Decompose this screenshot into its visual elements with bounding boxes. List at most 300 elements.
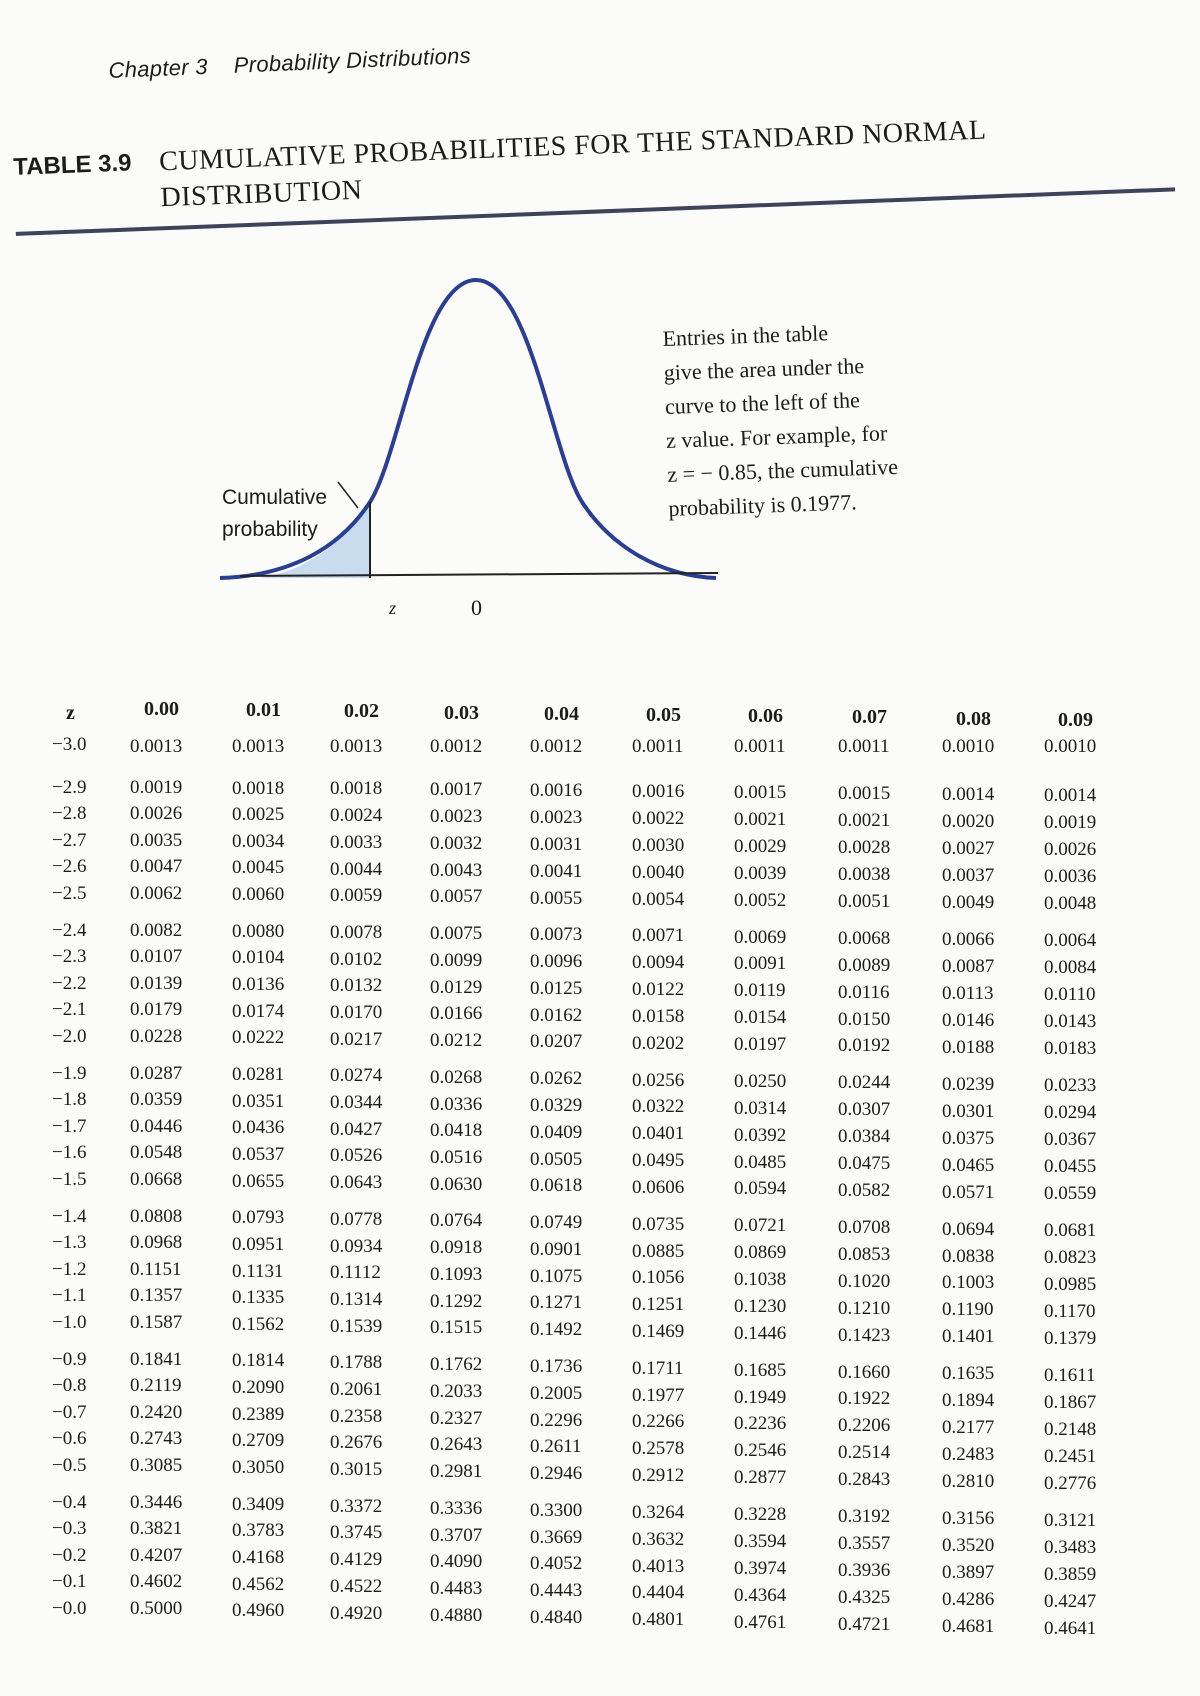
column-header: 0.00 — [144, 698, 179, 720]
z-value: −2.0 — [52, 1026, 87, 1047]
probability-cell: 0.3409 — [232, 1493, 285, 1515]
probability-cell: 0.0256 — [632, 1069, 685, 1091]
probability-cell: 0.0034 — [232, 830, 285, 852]
probability-cell: 0.0015 — [838, 783, 891, 805]
probability-cell: 0.0409 — [530, 1121, 583, 1143]
probability-cell: 0.0505 — [530, 1148, 583, 1170]
z-value: −1.6 — [52, 1142, 87, 1164]
probability-cell: 0.3821 — [130, 1518, 183, 1540]
probability-cell: 0.0028 — [838, 837, 891, 859]
z-value: −2.6 — [52, 856, 87, 878]
probability-cell: 0.3897 — [942, 1562, 995, 1584]
probability-cell: 0.0427 — [330, 1118, 383, 1140]
probability-cell: 0.0212 — [430, 1030, 483, 1052]
probability-cell: 0.0694 — [942, 1218, 995, 1240]
probability-cell: 0.2776 — [1044, 1473, 1097, 1495]
probability-cell: 0.0068 — [838, 927, 891, 949]
probability-cell: 0.3228 — [734, 1504, 787, 1526]
z-value: −2.8 — [52, 803, 87, 825]
probability-cell: 0.0344 — [330, 1092, 383, 1114]
probability-cell: 0.0446 — [130, 1115, 183, 1137]
probability-cell: 0.2810 — [942, 1471, 995, 1493]
probability-cell: 0.0039 — [734, 862, 787, 884]
probability-cell: 0.0021 — [734, 809, 787, 831]
probability-cell: 0.0026 — [1044, 839, 1097, 861]
probability-cell: 0.0764 — [430, 1210, 483, 1232]
probability-cell: 0.1003 — [942, 1272, 995, 1294]
z-value: −1.0 — [52, 1312, 87, 1333]
probability-cell: 0.3707 — [430, 1524, 483, 1546]
probability-cell: 0.1685 — [734, 1359, 787, 1381]
probability-cell: 0.0668 — [130, 1169, 183, 1190]
probability-cell: 0.2578 — [632, 1438, 685, 1460]
probability-cell: 0.0059 — [330, 885, 383, 907]
column-header: 0.09 — [1058, 708, 1093, 731]
probability-cell: 0.0192 — [838, 1035, 891, 1057]
probability-cell: 0.0143 — [1044, 1011, 1097, 1033]
probability-cell: 0.3483 — [1044, 1537, 1097, 1559]
probability-cell: 0.0069 — [734, 926, 787, 948]
probability-cell: 0.1949 — [734, 1386, 787, 1408]
probability-cell: 0.0071 — [632, 925, 685, 947]
probability-cell: 0.4920 — [330, 1602, 383, 1624]
probability-cell: 0.2912 — [632, 1465, 685, 1487]
probability-cell: 0.0119 — [734, 980, 786, 1002]
probability-cell: 0.0336 — [430, 1093, 483, 1115]
probability-cell: 0.0089 — [838, 954, 891, 976]
probability-cell: 0.1660 — [838, 1361, 891, 1383]
probability-cell: 0.0033 — [330, 831, 383, 853]
note-line: curve to the left of the — [664, 387, 861, 419]
probability-cell: 0.2611 — [530, 1436, 582, 1458]
probability-cell: 0.3085 — [130, 1455, 183, 1476]
probability-cell: 0.0035 — [130, 829, 183, 851]
z-value: −1.9 — [52, 1062, 87, 1084]
probability-cell: 0.0582 — [838, 1180, 891, 1202]
probability-cell: 0.0455 — [1044, 1156, 1097, 1178]
probability-cell: 0.1711 — [632, 1357, 684, 1379]
probability-cell: 0.0901 — [530, 1238, 583, 1260]
z-value: −0.8 — [52, 1375, 87, 1397]
z-value: −0.6 — [52, 1428, 87, 1450]
probability-cell: 0.4761 — [734, 1611, 787, 1633]
probability-cell: 0.0146 — [942, 1009, 995, 1031]
probability-cell: 0.4641 — [1044, 1618, 1097, 1640]
probability-cell: 0.0918 — [430, 1237, 483, 1259]
probability-cell: 0.3121 — [1044, 1510, 1097, 1532]
note-line: z = − 0.85, the cumulative — [666, 453, 899, 487]
probability-cell: 0.0045 — [232, 857, 285, 879]
probability-cell: 0.1867 — [1044, 1392, 1097, 1414]
probability-cell: 0.1611 — [1044, 1365, 1096, 1387]
probability-cell: 0.0307 — [838, 1099, 891, 1121]
probability-cell: 0.4207 — [130, 1544, 183, 1566]
probability-cell: 0.0027 — [942, 838, 995, 860]
probability-cell: 0.0099 — [430, 949, 483, 971]
z-value: −1.7 — [52, 1115, 87, 1137]
probability-cell: 0.0322 — [632, 1096, 685, 1118]
probability-cell: 0.0606 — [632, 1176, 685, 1198]
z-value: −0.1 — [52, 1571, 87, 1593]
probability-cell: 0.0012 — [430, 736, 483, 757]
probability-cell: 0.0951 — [232, 1233, 285, 1255]
probability-cell: 0.0985 — [1044, 1274, 1097, 1296]
probability-cell: 0.0239 — [942, 1073, 995, 1095]
probability-cell: 0.4960 — [232, 1600, 285, 1622]
probability-cell: 0.0793 — [232, 1207, 285, 1229]
probability-cell: 0.1271 — [530, 1292, 583, 1314]
probability-cell: 0.4443 — [530, 1580, 583, 1602]
column-header: 0.07 — [852, 706, 887, 729]
probability-cell: 0.0207 — [530, 1031, 583, 1053]
probability-cell: 0.0122 — [632, 979, 685, 1001]
probability-cell: 0.0014 — [942, 784, 995, 806]
probability-cell: 0.0559 — [1044, 1183, 1097, 1205]
probability-cell: 0.1151 — [130, 1258, 182, 1280]
probability-cell: 0.3859 — [1044, 1564, 1097, 1586]
probability-cell: 0.0018 — [232, 777, 285, 799]
probability-cell: 0.0015 — [734, 782, 787, 804]
probability-cell: 0.0375 — [942, 1127, 995, 1149]
z-value: −1.4 — [52, 1205, 87, 1227]
column-header: 0.08 — [956, 707, 991, 730]
probability-cell: 0.3745 — [330, 1522, 383, 1544]
probability-cell: 0.0268 — [430, 1066, 483, 1088]
probability-cell: 0.2643 — [430, 1434, 483, 1456]
probability-cell: 0.0116 — [838, 981, 890, 1003]
z-value: −0.3 — [52, 1518, 87, 1540]
probability-cell: 0.0222 — [232, 1027, 285, 1049]
probability-cell: 0.0749 — [530, 1212, 583, 1234]
probability-cell: 0.4129 — [330, 1549, 383, 1571]
probability-cell: 0.0024 — [330, 805, 383, 827]
probability-cell: 0.0062 — [130, 883, 183, 904]
probability-cell: 0.1515 — [430, 1317, 483, 1339]
probability-cell: 0.0018 — [330, 778, 383, 800]
probability-cell: 0.0244 — [838, 1072, 891, 1094]
probability-cell: 0.0057 — [430, 886, 483, 908]
probability-cell: 0.0052 — [734, 889, 787, 911]
probability-cell: 0.0038 — [838, 863, 891, 885]
column-header: 0.05 — [646, 704, 681, 726]
probability-cell: 0.0885 — [632, 1240, 685, 1262]
table-number: TABLE 3.9 — [12, 149, 132, 181]
probability-cell: 0.0262 — [530, 1068, 583, 1090]
probability-cell: 0.3632 — [632, 1528, 685, 1550]
probability-cell: 0.4522 — [330, 1575, 383, 1597]
probability-cell: 0.0367 — [1044, 1129, 1097, 1151]
probability-cell: 0.1401 — [942, 1326, 995, 1348]
probability-cell: 0.0102 — [330, 948, 383, 970]
probability-cell: 0.0314 — [734, 1097, 787, 1119]
probability-cell: 0.2451 — [1044, 1446, 1097, 1468]
probability-cell: 0.0823 — [1044, 1247, 1097, 1269]
z-value: −1.3 — [52, 1232, 87, 1254]
probability-cell: 0.0011 — [632, 736, 684, 757]
probability-cell: 0.0016 — [530, 780, 583, 802]
probability-cell: 0.4325 — [838, 1586, 891, 1608]
probability-cell: 0.4483 — [430, 1578, 483, 1599]
probability-cell: 0.1131 — [232, 1260, 284, 1282]
note-line: probability is 0.1977. — [668, 489, 858, 521]
probability-cell: 0.0853 — [838, 1243, 891, 1265]
probability-cell: 0.0158 — [632, 1005, 685, 1027]
probability-cell: 0.1230 — [734, 1295, 787, 1317]
column-header: 0.02 — [344, 700, 379, 723]
note-line: give the area under the — [663, 352, 865, 385]
probability-cell: 0.0618 — [530, 1175, 583, 1197]
probability-cell: 0.1423 — [838, 1324, 891, 1346]
probability-cell: 0.0571 — [942, 1181, 995, 1203]
probability-cell: 0.0139 — [130, 972, 183, 994]
probability-cell: 0.0022 — [632, 808, 685, 830]
probability-cell: 0.0011 — [838, 736, 890, 757]
probability-cell: 0.3192 — [838, 1506, 891, 1528]
probability-cell: 0.0968 — [130, 1232, 183, 1254]
probability-cell: 0.0051 — [838, 890, 891, 912]
probability-cell: 0.0170 — [330, 1002, 383, 1023]
probability-cell: 0.2296 — [530, 1409, 583, 1431]
probability-cell: 0.4721 — [838, 1613, 891, 1635]
probability-cell: 0.0113 — [942, 982, 994, 1004]
probability-cell: 0.0013 — [130, 736, 183, 757]
probability-cell: 0.0040 — [632, 861, 685, 883]
z-value: −2.1 — [52, 999, 87, 1021]
probability-cell: 0.0294 — [1044, 1102, 1097, 1124]
column-header: 0.03 — [444, 701, 479, 724]
probability-cell: 0.3446 — [130, 1491, 183, 1513]
probability-cell: 0.2090 — [232, 1377, 285, 1399]
probability-cell: 0.1446 — [734, 1322, 787, 1344]
probability-cell: 0.0384 — [838, 1126, 891, 1148]
probability-cell: 0.3015 — [330, 1459, 383, 1481]
probability-cell: 0.3557 — [838, 1533, 891, 1554]
probability-cell: 0.0401 — [632, 1123, 685, 1145]
probability-cell: 0.1251 — [632, 1294, 685, 1316]
probability-cell: 0.0202 — [632, 1032, 685, 1054]
probability-cell: 0.0485 — [734, 1151, 787, 1173]
probability-cell: 0.2033 — [430, 1380, 483, 1402]
probability-cell: 0.0166 — [430, 1003, 483, 1025]
probability-cell: 0.0026 — [130, 803, 183, 825]
probability-cell: 0.2005 — [530, 1382, 583, 1404]
probability-cell: 0.0721 — [734, 1215, 787, 1237]
probability-cell: 0.0125 — [530, 977, 583, 999]
probability-cell: 0.0526 — [330, 1145, 383, 1167]
probability-cell: 0.0708 — [838, 1216, 891, 1238]
probability-cell: 0.1075 — [530, 1265, 583, 1287]
z-value: −0.4 — [52, 1491, 87, 1513]
probability-cell: 0.1894 — [942, 1390, 995, 1412]
z-value: −0.2 — [52, 1544, 87, 1566]
probability-cell: 0.1635 — [942, 1363, 995, 1385]
probability-cell: 0.0233 — [1044, 1075, 1097, 1097]
probability-cell: 0.0084 — [1044, 957, 1097, 979]
probability-cell: 0.4286 — [942, 1589, 995, 1611]
probability-cell: 0.2266 — [632, 1411, 685, 1433]
probability-cell: 0.3783 — [232, 1520, 285, 1542]
probability-cell: 0.1469 — [632, 1321, 685, 1342]
probability-cell: 0.0011 — [734, 736, 786, 757]
probability-cell: 0.3300 — [530, 1499, 583, 1521]
chapter-number: Chapter 3 — [108, 53, 209, 83]
probability-cell: 0.1038 — [734, 1269, 787, 1291]
probability-cell: 0.1736 — [530, 1355, 583, 1377]
probability-cell: 0.5000 — [130, 1598, 183, 1619]
probability-cell: 0.3974 — [734, 1557, 787, 1579]
probability-cell: 0.1314 — [330, 1288, 383, 1310]
z-value: −0.0 — [52, 1598, 87, 1619]
probability-cell: 0.2420 — [130, 1401, 183, 1423]
probability-cell: 0.4602 — [130, 1571, 183, 1593]
z-value: −1.8 — [52, 1089, 87, 1111]
probability-cell: 0.4247 — [1044, 1591, 1097, 1613]
table-title-line-2: DISTRIBUTION — [159, 174, 364, 214]
probability-cell: 0.0091 — [734, 953, 787, 975]
probability-cell: 0.0023 — [430, 806, 483, 828]
probability-cell: 0.0030 — [632, 834, 685, 856]
probability-cell: 0.0019 — [130, 776, 183, 798]
note-line: Entries in the table — [662, 320, 829, 351]
probability-cell: 0.1210 — [838, 1297, 891, 1319]
probability-cell: 0.0094 — [632, 952, 685, 974]
probability-cell: 0.0436 — [232, 1117, 285, 1139]
probability-cell: 0.0041 — [530, 860, 583, 882]
probability-cell: 0.0934 — [330, 1235, 383, 1257]
probability-cell: 0.0808 — [130, 1205, 183, 1227]
probability-cell: 0.0418 — [430, 1120, 483, 1142]
probability-cell: 0.4404 — [632, 1582, 685, 1604]
probability-cell: 0.0495 — [632, 1150, 685, 1172]
probability-cell: 0.0020 — [942, 811, 995, 833]
probability-cell: 0.1788 — [330, 1352, 383, 1374]
cumulative-label-line-2: probability — [222, 518, 318, 541]
probability-cell: 0.0392 — [734, 1124, 787, 1146]
probability-cell: 0.1814 — [232, 1350, 285, 1372]
probability-cell: 0.0150 — [838, 1008, 891, 1030]
probability-cell: 0.3156 — [942, 1508, 995, 1530]
probability-cell: 0.1539 — [330, 1315, 383, 1337]
probability-cell: 0.0217 — [330, 1028, 383, 1050]
probability-cell: 0.2877 — [734, 1467, 787, 1489]
probability-cell: 0.0778 — [330, 1208, 383, 1230]
z-value: −2.2 — [52, 972, 87, 994]
column-header: 0.04 — [544, 702, 579, 725]
probability-cell: 0.4168 — [232, 1546, 285, 1568]
table-title-line-1: CUMULATIVE PROBABILITIES FOR THE STANDARD NORMAL — [158, 114, 987, 178]
probability-cell: 0.2358 — [330, 1405, 383, 1427]
probability-cell: 0.1762 — [430, 1354, 483, 1376]
probability-cell: 0.0029 — [734, 836, 787, 857]
probability-cell: 0.0060 — [232, 884, 285, 906]
z-value: −2.7 — [52, 829, 87, 851]
probability-cell: 0.1922 — [838, 1388, 891, 1410]
probability-cell: 0.0475 — [838, 1153, 891, 1175]
column-header-z: z — [66, 702, 75, 724]
probability-cell: 0.0104 — [232, 947, 285, 969]
probability-cell: 0.0023 — [530, 807, 583, 829]
z-axis-label: z — [389, 598, 397, 618]
probability-cell: 0.0010 — [1044, 736, 1097, 757]
probability-cell: 0.4880 — [430, 1604, 483, 1626]
probability-cell: 0.1357 — [130, 1285, 183, 1307]
probability-cell: 0.2177 — [942, 1417, 995, 1439]
z-value: −2.4 — [52, 919, 87, 941]
probability-cell: 0.3372 — [330, 1495, 383, 1517]
probability-cell: 0.1056 — [632, 1267, 685, 1289]
probability-cell: 0.0010 — [942, 736, 995, 757]
probability-cell: 0.2389 — [232, 1403, 285, 1425]
probability-cell: 0.0078 — [330, 921, 383, 943]
probability-cell: 0.4681 — [942, 1616, 995, 1637]
probability-cell: 0.3669 — [530, 1526, 583, 1548]
probability-cell: 0.0021 — [838, 810, 891, 832]
probability-cell: 0.2743 — [130, 1428, 183, 1450]
probability-cell: 0.0025 — [232, 804, 285, 826]
probability-cell: 0.0048 — [1044, 893, 1097, 915]
probability-cell: 0.1335 — [232, 1287, 285, 1309]
probability-cell: 0.0594 — [734, 1178, 787, 1200]
z-value: −2.5 — [52, 883, 87, 904]
probability-cell: 0.0066 — [942, 928, 995, 950]
note-line: z value. For example, for — [665, 420, 888, 453]
probability-cell: 0.3264 — [632, 1501, 685, 1523]
probability-cell: 0.0735 — [632, 1213, 685, 1235]
probability-cell: 0.0301 — [942, 1100, 995, 1122]
probability-cell: 0.0054 — [632, 888, 685, 910]
probability-cell: 0.0136 — [232, 974, 285, 996]
probability-cell: 0.0037 — [942, 865, 995, 887]
probability-cell: 0.0838 — [942, 1245, 995, 1267]
probability-cell: 0.2327 — [430, 1407, 483, 1429]
probability-cell: 0.0465 — [942, 1154, 995, 1176]
probability-cell: 0.0096 — [530, 951, 583, 973]
probability-cell: 0.2206 — [838, 1415, 891, 1437]
probability-cell: 0.2843 — [838, 1469, 891, 1491]
probability-cell: 0.1170 — [1044, 1301, 1096, 1323]
probability-cell: 0.0055 — [530, 887, 583, 909]
probability-cell: 0.0274 — [330, 1065, 383, 1087]
probability-cell: 0.4840 — [530, 1607, 583, 1628]
probability-cell: 0.0655 — [232, 1170, 285, 1192]
probability-cell: 0.3594 — [734, 1530, 787, 1552]
probability-cell: 0.0287 — [130, 1062, 183, 1084]
probability-cell: 0.4562 — [232, 1573, 285, 1595]
probability-cell: 0.0129 — [430, 976, 483, 998]
probability-cell: 0.0179 — [130, 999, 183, 1021]
probability-cell: 0.4013 — [632, 1555, 685, 1577]
probability-cell: 0.0075 — [430, 923, 483, 945]
probability-cell: 0.0032 — [430, 832, 483, 854]
z-value: −1.1 — [52, 1285, 87, 1307]
probability-cell: 0.0228 — [130, 1026, 183, 1047]
probability-cell: 0.0869 — [734, 1242, 787, 1264]
probability-cell: 0.0174 — [232, 1000, 285, 1022]
probability-cell: 0.0064 — [1044, 930, 1097, 952]
probability-cell: 0.1112 — [330, 1262, 381, 1284]
probability-cell: 0.0250 — [734, 1070, 787, 1092]
probability-cell: 0.2119 — [130, 1375, 182, 1397]
probability-cell: 0.0013 — [330, 736, 383, 757]
probability-cell: 0.2981 — [430, 1461, 483, 1483]
z-value: −2.9 — [52, 776, 87, 798]
probability-cell: 0.2236 — [734, 1413, 787, 1435]
probability-cell: 0.0019 — [1044, 812, 1097, 834]
probability-cell: 0.3050 — [232, 1457, 285, 1479]
probability-cell: 0.0080 — [232, 920, 285, 942]
probability-cell: 0.0281 — [232, 1063, 285, 1085]
probability-cell: 0.0183 — [1044, 1038, 1097, 1060]
